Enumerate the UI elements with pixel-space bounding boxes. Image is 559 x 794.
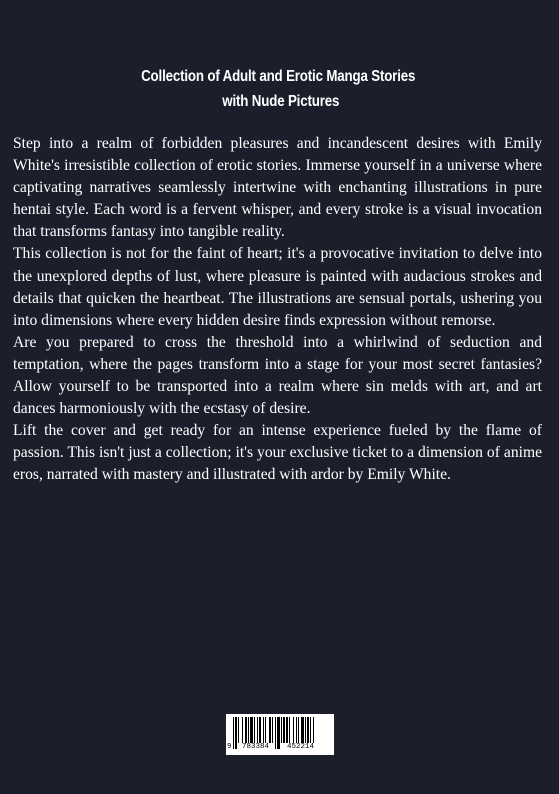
barcode-first-digit: 9	[227, 743, 232, 751]
isbn-barcode	[226, 714, 334, 755]
blurb-paragraph-2: This collection is not for the faint of heart; it's a provocative invitation to delve into the unexplored depths of lust, where pleasure is painted with audacious strokes and details that quicken the heartbeat. The illustrations are sensual portals, ushering you into dimensions where every hidden desire finds expression without remorse.	[13, 245, 542, 329]
barcode-bar	[281, 717, 282, 743]
barcode-bar	[248, 717, 249, 743]
barcode-bar	[296, 717, 297, 743]
barcode-bar	[259, 717, 261, 743]
title-line-2: with Nude Pictures	[222, 93, 340, 110]
barcode-bar	[250, 717, 253, 743]
book-title	[38, 64, 519, 114]
barcode-bar	[289, 717, 290, 743]
barcode-bar	[293, 717, 294, 743]
barcode-bar	[254, 717, 255, 743]
barcode-bar	[233, 717, 234, 749]
blurb-paragraph-3: Are you prepared to cross the threshold into a whirlwind of seduction and temptation, where the pages transform into a stage for your most secret fantasies? Allow yourself to be transported into a realm where sin melds with art, and art dances harmoniously with the ecstasy of desire.	[13, 333, 542, 418]
barcode-bar	[301, 717, 304, 743]
barcode-bar	[298, 717, 299, 743]
barcode-bar	[269, 717, 271, 743]
barcode-bar	[245, 717, 247, 743]
blurb-paragraph-1: Step into a realm of forbidden pleasures and incandescent desires with Emily White's irresistible collection of erotic stories. Immerse yourself in a universe where captivating narratives seamlessly intertwine with enchanting illustrations in pure hentai style. Each word is a fervent whisper, and every stroke is a visual invocation that transforms fantasy into tangible reality.	[13, 135, 542, 241]
barcode-bar	[265, 717, 266, 743]
barcode-bar	[257, 717, 258, 743]
barcode-bar	[238, 717, 239, 743]
barcode-bar	[307, 717, 309, 743]
barcode-bar	[235, 717, 237, 749]
barcode-right-digits: 452214	[287, 743, 315, 751]
barcode-left-digits: 783384	[242, 743, 270, 751]
barcode-bar	[305, 717, 306, 743]
barcode-bar	[275, 717, 276, 749]
barcode-bar	[286, 717, 288, 743]
barcode-bar	[283, 717, 285, 743]
barcode-bar	[242, 717, 243, 743]
title-line-1: Collection of Adult and Erotic Manga Stories	[141, 68, 416, 85]
blurb	[13, 133, 542, 487]
barcode-bar	[263, 717, 264, 743]
barcode-bar	[277, 717, 280, 749]
blurb-paragraph-4: Lift the cover and get ready for an intense experience fueled by the flame of passion. This isn't just a collection; it's your exclusive ticket to a dimension of anime eros, narrated with mastery and illustrated with ardor by Emily White.	[13, 422, 542, 484]
barcode-bar	[272, 717, 273, 743]
